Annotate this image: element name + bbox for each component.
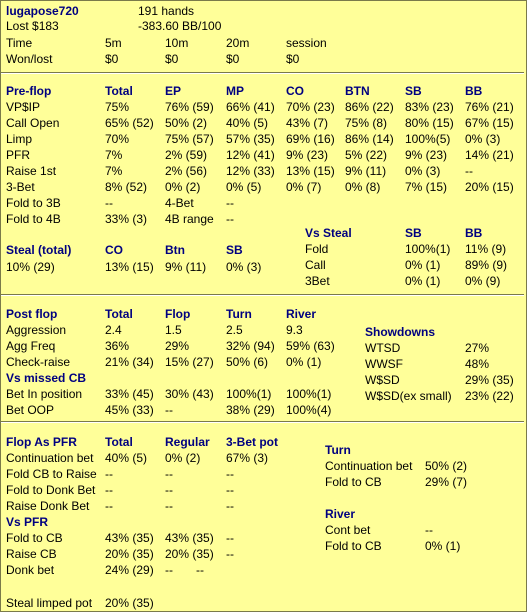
postflop-cell: 29% [165,339,190,353]
preflop-cell: 0% (3) [465,132,501,146]
showdown-value: 48% [465,357,490,371]
preflop-cell: 12% (41) [226,148,275,162]
preflop-cell: 70% (23) [286,100,335,114]
preflop-cell: 0% (8) [345,180,381,194]
preflop-cell: 2% (56) [165,164,208,178]
flop-pfr-cell: -- [165,483,173,497]
river-title: River [325,507,356,521]
time-label: Time [6,36,33,50]
missed-cb-cell: 100%(4) [286,403,332,417]
missed-cb-cell: 45% (33) [105,403,154,417]
preflop-col-mp: MP [226,84,244,98]
flop-pfr-cell: 40% (5) [105,451,148,465]
preflop-cell: 5% (22) [345,148,388,162]
river-row-label: Fold to CB [325,539,382,553]
flop-pfr-col-regular: Regular [165,435,210,449]
flop-pfr-row-label: Fold to Donk Bet [6,483,96,497]
preflop-cell: 83% (23) [405,100,454,114]
postflop-col-flop: Flop [165,307,191,321]
postflop-cell: 2.4 [105,323,122,337]
vs-steal-row-label: Call [305,258,326,272]
steal-sb-value: 0% (3) [226,260,262,274]
preflop-cell: 20% (15) [465,180,514,194]
wonlost-5m: $0 [105,52,119,66]
preflop-cell: 0% (5) [226,180,262,194]
river-row-value: -- [425,523,433,537]
postflop-cell: 9.3 [286,323,303,337]
vs-pfr-cell: 43% (35) [165,531,214,545]
turn-title: Turn [325,443,351,457]
preflop-cell: 9% (23) [405,148,448,162]
showdown-label: W$SD [365,373,400,387]
postflop-row-label: Aggression [6,323,67,337]
preflop-cell: 100%(5) [405,132,451,146]
time-20m: 20m [226,36,250,50]
vs-pfr-cell: 20% (35) [105,547,154,561]
preflop-cell: 50% (2) [165,116,208,130]
preflop-cell: 2% (59) [165,148,208,162]
vs-steal-col-sb: SB [405,226,422,240]
preflop-col-btn: BTN [345,84,370,98]
divider [1,421,524,423]
four-bet-label: 4-Bet [165,196,194,210]
steal-btn-value: 9% (11) [165,260,207,274]
vs-pfr-row-label: Raise CB [6,547,57,561]
river-row-label: Cont bet [325,523,371,537]
wonlost-10m: $0 [165,52,179,66]
divider [1,294,524,296]
showdown-value: 29% (35) [465,373,514,387]
preflop-col-co: CO [286,84,304,98]
preflop-cell: 0% (2) [165,180,201,194]
flop-pfr-cell: -- [165,467,173,481]
turn-row-label: Fold to CB [325,475,382,489]
fold-to-4b-label: Fold to 4B [6,212,61,226]
vs-missed-cb-title: Vs missed CB [6,371,87,385]
flop-pfr-cell: -- [105,467,113,481]
showdown-label: WTSD [365,341,401,355]
lost-amount: Lost $183 [6,19,59,33]
preflop-cell: 75% (57) [165,132,214,146]
flop-pfr-row-label: Fold CB to Raise [6,467,97,481]
divider [1,72,524,74]
preflop-cell: 76% (21) [465,100,514,114]
vs-pfr-cell: -- [226,531,234,545]
wonlost-20m: $0 [226,52,240,66]
preflop-cell: 7% [105,164,123,178]
postflop-cell: 0% (1) [286,355,322,369]
steal-total-value: 10% (29) [6,260,55,274]
postflop-col-turn: Turn [226,307,252,321]
missed-cb-cell: 33% (45) [105,387,154,401]
postflop-row-label: Agg Freq [6,339,56,353]
preflop-col-total: Total [105,84,133,98]
preflop-row-label: 3-Bet [6,180,35,194]
flop-pfr-cell: -- [105,499,113,513]
four-bet-value: -- [226,196,234,210]
steal-limped-value: 20% (35) [105,596,154,610]
preflop-cell: 69% (16) [286,132,335,146]
preflop-cell: 76% (59) [165,100,214,114]
preflop-cell: 12% (33) [226,164,275,178]
postflop-cell: 59% (63) [286,339,335,353]
preflop-cell: 7% [105,148,123,162]
vs-steal-cell: 100%(1) [405,242,451,256]
preflop-cell: 0% (7) [286,180,322,194]
preflop-cell: -- [465,164,473,178]
vs-pfr-cell: 24% (29) [105,563,154,577]
vs-steal-cell: 89% (9) [465,258,508,272]
time-session: session [286,36,327,50]
time-10m: 10m [165,36,189,50]
preflop-cell: 80% (15) [405,116,454,130]
preflop-cell: 75% (8) [345,116,388,130]
missed-cb-cell: 38% (29) [226,403,275,417]
postflop-cell: 32% (94) [226,339,275,353]
vs-steal-cell: 11% (9) [465,242,507,256]
postflop-cell: 50% (6) [226,355,269,369]
vs-pfr-cell: -- [196,563,204,577]
postflop-col-river: River [286,307,317,321]
preflop-row-label: VP$IP [6,100,41,114]
preflop-cell: 43% (7) [286,116,329,130]
vs-steal-cell: 0% (9) [465,274,501,288]
steal-col-co: CO [105,243,123,257]
wonlost-session: $0 [286,52,300,66]
fold-to-4b-value: 33% (3) [105,212,148,226]
flop-pfr-row-label: Continuation bet [6,451,94,465]
steal-title: Steal (total) [6,243,72,257]
flop-pfr-col-3bet: 3-Bet pot [226,435,278,449]
vs-pfr-row-label: Fold to CB [6,531,63,545]
vs-steal-cell: 0% (1) [405,258,441,272]
showdown-value: 23% (22) [465,389,514,403]
flop-pfr-cell: -- [226,467,234,481]
preflop-cell: 66% (41) [226,100,275,114]
postflop-row-label: Check-raise [6,355,71,369]
turn-row-value: 50% (2) [425,459,468,473]
preflop-cell: 0% (3) [405,164,441,178]
missed-cb-row-label: Bet OOP [6,403,55,417]
fold-to-3b-value: -- [105,196,113,210]
vs-pfr-cell: -- [226,547,234,561]
postflop-cell: 36% [105,339,130,353]
vs-steal-row-label: 3Bet [305,274,330,288]
showdown-label: WWSF [365,357,403,371]
hand-count: 191 hands [138,4,195,18]
preflop-row-label: Call Open [6,116,60,130]
showdowns-title: Showdowns [365,325,435,339]
preflop-header: Pre-flop [6,84,52,98]
vs-steal-col-bb: BB [465,226,483,240]
vs-steal-title: Vs Steal [305,226,352,240]
flop-pfr-cell: 0% (2) [165,451,201,465]
missed-cb-cell: 100%(1) [226,387,272,401]
postflop-cell: 2.5 [226,323,243,337]
preflop-cell: 9% (11) [345,164,387,178]
four-bet-range-label: 4B range [165,212,214,226]
missed-cb-cell: -- [165,403,173,417]
flop-pfr-col-total: Total [105,435,133,449]
flop-pfr-cell: -- [105,483,113,497]
preflop-cell: 75% [105,100,130,114]
postflop-cell: 1.5 [165,323,182,337]
turn-row-label: Continuation bet [325,459,413,473]
steal-col-btn: Btn [165,243,185,257]
wonlost-label: Won/lost [6,52,53,66]
preflop-cell: 65% (52) [105,116,154,130]
flop-pfr-cell: -- [165,499,173,513]
preflop-cell: 9% (23) [286,148,329,162]
preflop-cell: 70% [105,132,130,146]
preflop-col-sb: SB [405,84,422,98]
vs-steal-row-label: Fold [305,242,329,256]
player-name: lugapose720 [6,4,79,18]
steal-col-sb: SB [226,243,243,257]
vs-pfr-cell: -- [165,563,173,577]
showdown-value: 27% [465,341,490,355]
flop-pfr-cell: 67% (3) [226,451,269,465]
vs-pfr-cell: 20% (35) [165,547,214,561]
turn-row-value: 29% (7) [425,475,468,489]
missed-cb-cell: 100%(1) [286,387,332,401]
preflop-cell: 67% (15) [465,116,514,130]
preflop-cell: 14% (21) [465,148,514,162]
preflop-row-label: Raise 1st [6,164,57,178]
flop-pfr-cell: -- [226,499,234,513]
preflop-col-ep: EP [165,84,182,98]
fold-to-3b-label: Fold to 3B [6,196,61,210]
preflop-cell: 7% (15) [405,180,448,194]
bb-per-100: -383.60 BB/100 [138,19,222,33]
postflop-col-total: Total [105,307,133,321]
steal-co-value: 13% (15) [105,260,154,274]
vs-steal-cell: 0% (1) [405,274,441,288]
missed-cb-row-label: Bet In position [6,387,83,401]
flop-pfr-cell: -- [226,483,234,497]
time-5m: 5m [105,36,122,50]
missed-cb-cell: 30% (43) [165,387,214,401]
postflop-cell: 15% (27) [165,355,214,369]
vs-pfr-row-label: Donk bet [6,563,55,577]
preflop-cell: 8% (52) [105,180,148,194]
preflop-cell: 40% (5) [226,116,269,130]
flop-pfr-row-label: Raise Donk Bet [6,499,90,513]
preflop-cell: 13% (15) [286,164,335,178]
vs-pfr-cell: 43% (35) [105,531,154,545]
flop-pfr-header: Flop As PFR [6,435,77,449]
preflop-cell: 86% (22) [345,100,394,114]
showdown-label: W$SD(ex small) [365,389,452,403]
postflop-header: Post flop [6,307,58,321]
preflop-row-label: PFR [6,148,30,162]
postflop-cell: 21% (34) [105,355,154,369]
preflop-cell: 86% (14) [345,132,394,146]
preflop-cell: 57% (35) [226,132,275,146]
four-bet-range-value: -- [226,212,234,226]
vs-pfr-title: Vs PFR [6,515,49,529]
preflop-row-label: Limp [6,132,33,146]
river-row-value: 0% (1) [425,539,461,553]
steal-limped-label: Steal limped pot [6,596,93,610]
preflop-col-bb: BB [465,84,483,98]
